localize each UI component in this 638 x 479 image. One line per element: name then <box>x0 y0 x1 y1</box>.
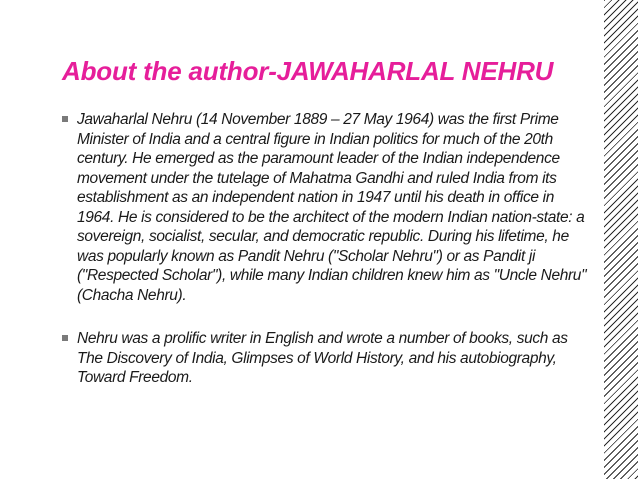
bullet-text: Jawaharlal Nehru (14 November 1889 – 27 May 1964) was the first Prime Minister of India and a central figure in Indian politics for much of the 20th century. He emerged as the paramount leader of the Indian independence movement under the tutelage of Mahatma Gandhi and ruled India from its establishment as an independent nation in 1947 until his death in office in 1964. He is considered to be the architect of the modern Indian nation-state: a sovereign, socialist, secular, and democratic republic. During his lifetime, he was popularly known as Pandit Nehru ("Scholar Nehru") or as Pandit ji ("Respected Scholar"), while many Indian children knew him as "Uncle Nehru" (Chacha Nehru). <box>77 111 587 304</box>
square-bullet-icon <box>62 116 68 122</box>
diagonal-hatch-decoration <box>604 0 638 479</box>
slide-title: About the author-JAWAHARLAL NEHRU <box>62 56 554 86</box>
bullet-item-biography <box>62 110 592 305</box>
square-bullet-icon <box>62 335 68 341</box>
bullet-item-writings <box>62 329 592 388</box>
bullet-text: Nehru was a prolific writer in English and wrote a number of books, such as The Discovery of India, Glimpses of World History, and his autobiography, Toward Freedom. <box>77 330 568 386</box>
bullet-list <box>62 110 592 412</box>
